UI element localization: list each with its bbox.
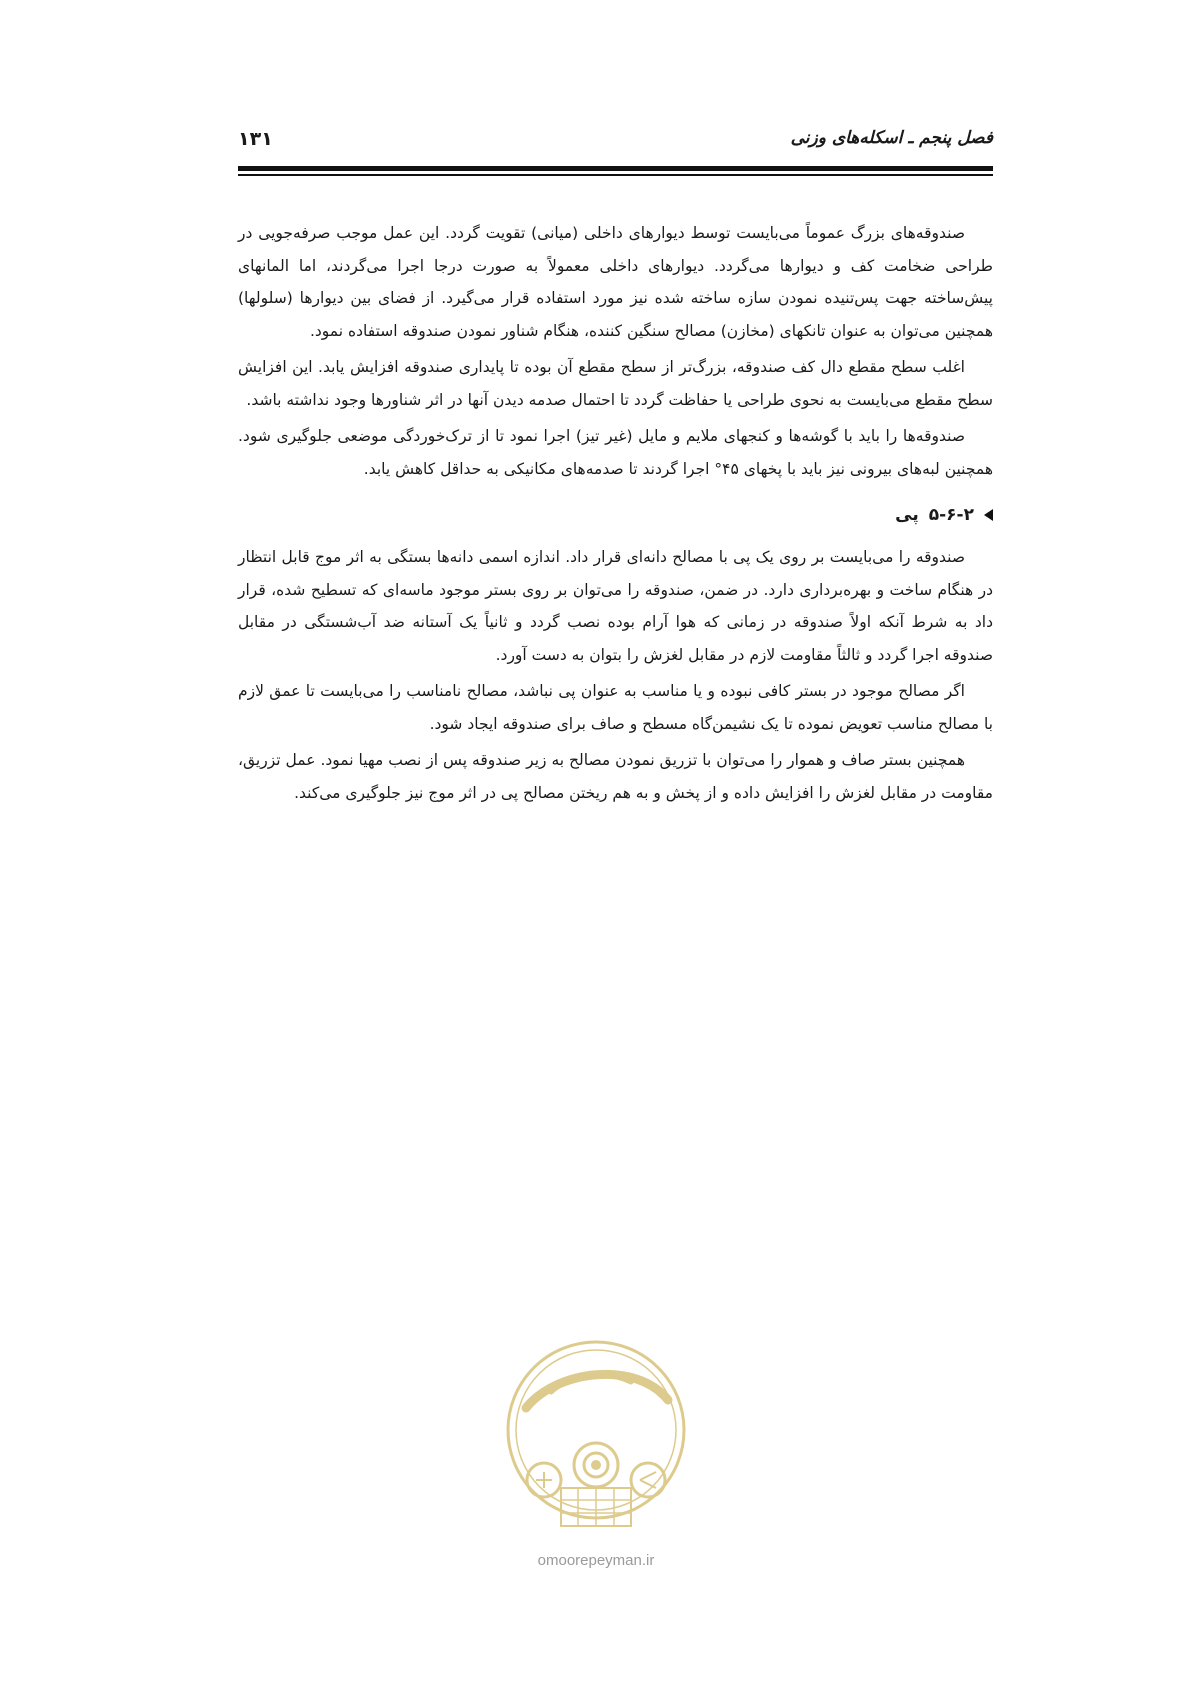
page-header <box>238 128 993 158</box>
watermark-site: omoorepeyman.ir <box>537 1552 655 1569</box>
section-number: ۵-۶-۲ <box>928 505 974 525</box>
chapter-title: فصل پنجم ـ اسکله‌های وزنی <box>790 128 993 148</box>
paragraph: صندوقه‌ها را باید با گوشه‌ها و کنجهای ملایم و مایل (غیر تیز) اجرا نمود تا از ترک‌خوردگی موضعی جلوگیری شود. همچنین لبه‌های بیرونی نیز باید با پخهای ۴۵° اجرا گردند تا صدمه‌های مکانیکی به حداقل کاهش یابد. <box>238 427 993 478</box>
paragraph: اغلب سطح مقطع دال کف صندوقه، بزرگ‌تر از سطح مقطع آن بوده تا پایداری صندوقه افزایش یابد. این افزایش سطح مقطع می‌بایست به نحوی طراحی یا حفاظت گردد تا احتمال صدمه دیدن آنها در اثر شناورها وجود نداشته باشد. <box>238 358 993 409</box>
triangle-bullet-icon <box>984 509 993 521</box>
paragraph: صندوقه‌های بزرگ عموماً می‌بایست توسط دیوارهای داخلی (میانی) تقویت گردد. این عمل موجب صرفه‌جویی در طراحی ضخامت کف و دیوارها می‌گردد. دیوارهای داخلی معمولاً به صورت درجا اجرا می‌گردند، اما المانهای پیش‌ساخته جهت پس‌تنیده نمودن سازه ساخته شده نیز مورد استفاده قرار می‌گیرد. از فضای بین دیوارها (سلولها) همچنین می‌توان به عنوان تانکهای (مخازن) مصالح سنگین کننده، هنگام شناور نمودن صندوقه استفاده نمود. <box>238 224 993 340</box>
body-text <box>238 217 993 813</box>
section-heading <box>238 499 993 531</box>
watermark <box>496 1330 696 1590</box>
paragraph: اگر مصالح موجود در بستر کافی نبوده و یا مناسب به عنوان پی نباشد، مصالح نامناسب را می‌بایست تا عمق لازم با مصالح مناسب تعویض نموده تا یک نشیمن‌گاه مسطح و صاف برای صندوقه ایجاد شود. <box>238 682 993 733</box>
page-number: ۱۳۱ <box>238 128 273 150</box>
section-title: پی <box>895 505 919 525</box>
header-rule-thin <box>238 174 993 176</box>
header-rule-thick <box>238 166 993 171</box>
watermark-logo <box>496 1330 696 1550</box>
paragraph: صندوقه را می‌بایست بر روی یک پی با مصالح دانه‌ای قرار داد. اندازه اسمی دانه‌ها بستگی به اثر موج قابل انتظار در هنگام ساخت و بهره‌برداری دارد. در ضمن، صندوقه را می‌توان بر روی بستر موجود ماسه‌ای که تسطیح شده، قرار داد به شرط آنکه اولاً صندوقه در زمانی که هوا آرام بوده نصب گردد و ثانیاً یک آستانه ضد آب‌شستگی در مقابل صندوقه اجرا گردد و ثالثاً مقاومت لازم در مقابل لغزش را بتوان به دست آورد. <box>238 548 993 664</box>
paragraph: همچنین بستر صاف و هموار را می‌توان با تزریق نمودن مصالح به زیر صندوقه پس از نصب مهیا نمود. عمل تزریق، مقاومت در مقابل لغزش را افزایش داده و از پخش و به هم ریختن مصالح پی در اثر موج نیز جلوگیری می‌کند. <box>238 751 993 802</box>
